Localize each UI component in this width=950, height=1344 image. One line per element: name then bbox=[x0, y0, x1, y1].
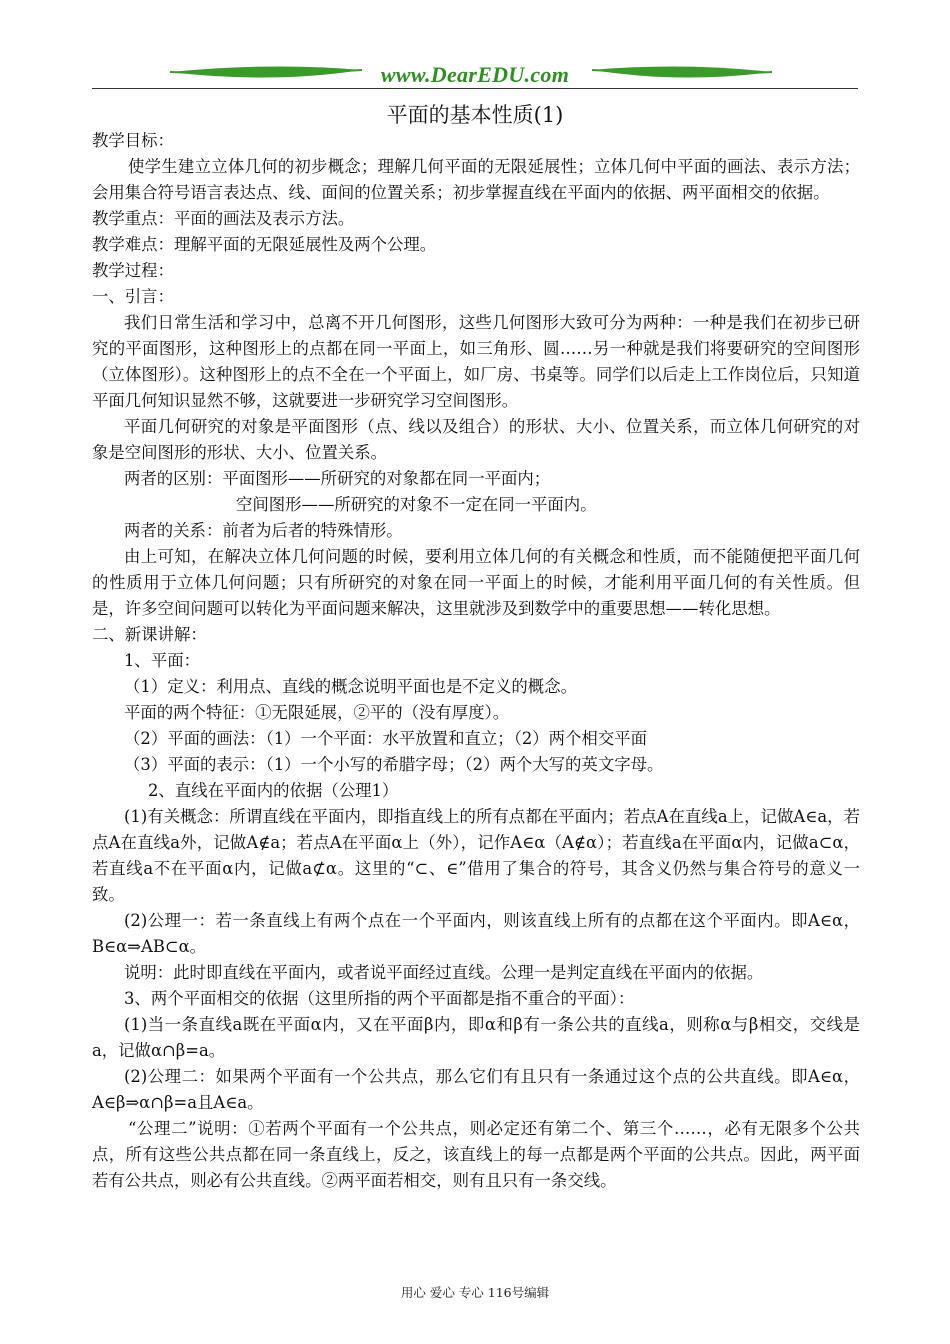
subsection-heading: 1、平面： bbox=[124, 651, 200, 670]
site-header-banner bbox=[92, 58, 858, 92]
paragraph: (2)公理一：若一条直线上有两个点在一个平面内，则该直线上所有的点都在这个平面内。即A∈α，B∈α⇒AB⊂α。 bbox=[92, 911, 860, 956]
subsection-heading: 2、直线在平面内的依据（公理1） bbox=[148, 781, 399, 800]
text-line: 两者的关系：前者为后者的特殊情形。 bbox=[124, 521, 403, 540]
paragraph: (2)公理二：如果两个平面有一个公共点，那么它们有且只有一条通过这个点的公共直线。即A∈α，A∈β⇒α∩β=a且A∈a。 bbox=[92, 1067, 860, 1112]
header-rule bbox=[92, 88, 858, 89]
site-logo-text: www.DearEDU.com bbox=[380, 62, 570, 87]
subsection-heading: 3、两个平面相交的依据（这里所指的两个平面都是指不重合的平面）： bbox=[124, 989, 635, 1008]
section-heading: 教学过程： bbox=[92, 261, 174, 280]
text-line: （3）平面的表示：（1）一个小写的希腊字母；（2）两个大写的英文字母。 bbox=[124, 755, 664, 774]
section-heading: 教学目标： bbox=[92, 131, 174, 150]
document-body bbox=[92, 128, 860, 1194]
text-line: 空间图形——所研究的对象不一定在同一平面内。 bbox=[236, 495, 597, 514]
paragraph: (1)有关概念：所谓直线在平面内，即指直线上的所有点都在平面内；若点A在直线a上，记做A∈a，若点A在直线a外，记做A∉a；若点A在平面α上（外），记作A∈α（A∉α）；若直线a在平面α内，记做a⊂α，若直线a不在平面α内，记做a⊄α。这里的“⊂、∈”借用了集合的符号，其含义仍然与集合符号的意义一致。 bbox=[92, 807, 860, 904]
text-line: 教学难点：理解平面的无限延展性及两个公理。 bbox=[92, 235, 437, 254]
text-line: 教学重点：平面的画法及表示方法。 bbox=[92, 209, 355, 228]
paragraph: 由上可知，在解决立体几何问题的时候，要利用立体几何的有关概念和性质，而不能随便把平面几何的性质用于立体几何问题；只有所研究的对象在同一平面上的时候，才能利用平面几何的有关性质。但是，许多空间问题可以转化为平面问题来解决，这里就涉及到数学中的重要思想——转化思想。 bbox=[92, 547, 860, 618]
page-footer: 用心 爱心 专心 116号编辑 bbox=[400, 1285, 550, 1300]
paragraph: 使学生建立立体几何的初步概念；理解几何平面的无限延展性；立体几何中平面的画法、表示方法；会用集合符号语言表达点、线、面间的位置关系；初步掌握直线在平面内的依据、两平面相交的依据。 bbox=[92, 157, 860, 202]
paragraph: 我们日常生活和学习中，总离不开几何图形，这些几何图形大致可分为两种：一种是我们在初步已研究的平面图形，这种图形上的点都在同一平面上，如三角形、圆……另一种就是我们将要研究的空间图形（立体图形）。这种图形上的点不全在一个平面上，如厂房、书桌等。同学们以后走上工作岗位后，只知道平面几何知识显然不够，这就要进一步研究学习空间图形。 bbox=[92, 313, 860, 410]
text-line: （1）定义：利用点、直线的概念说明平面也是不定义的概念。 bbox=[124, 677, 577, 696]
section-heading: 二、新课讲解： bbox=[92, 625, 207, 644]
paragraph: (1)当一条直线a既在平面α内，又在平面β内，即α和β有一条公共的直线a，则称α与β相交，交线是a，记做α∩β=a。 bbox=[92, 1015, 860, 1060]
text-line: 两者的区别：平面图形——所研究的对象都在同一平面内； bbox=[124, 469, 551, 488]
text-line: 平面的两个特征：①无限延展，②平的（没有厚度）。 bbox=[124, 703, 510, 722]
paragraph: “公理二”说明：①若两个平面有一个公共点，则必定还有第二个、第三个……，必有无限多个公共点，所有这些公共点都在同一条直线上，反之，该直线上的每一点都是两个平面的公共点。因此，两平面若有公共点，则必有公共直线。②两平面若相交，则有且只有一条交线。 bbox=[92, 1119, 860, 1190]
section-heading: 一、引言： bbox=[92, 287, 174, 306]
text-line: （2）平面的画法：（1）一个平面：水平放置和直立；（2）两个相交平面 bbox=[124, 729, 647, 748]
page-title: 平面的基本性质(1) bbox=[386, 103, 564, 127]
text-line: 说明：此时即直线在平面内，或者说平面经过直线。公理一是判定直线在平面内的依据。 bbox=[124, 963, 764, 982]
paragraph: 平面几何研究的对象是平面图形（点、线以及组合）的形状、大小、位置关系，而立体几何研究的对象是空间图形的形状、大小、位置关系。 bbox=[92, 417, 860, 462]
